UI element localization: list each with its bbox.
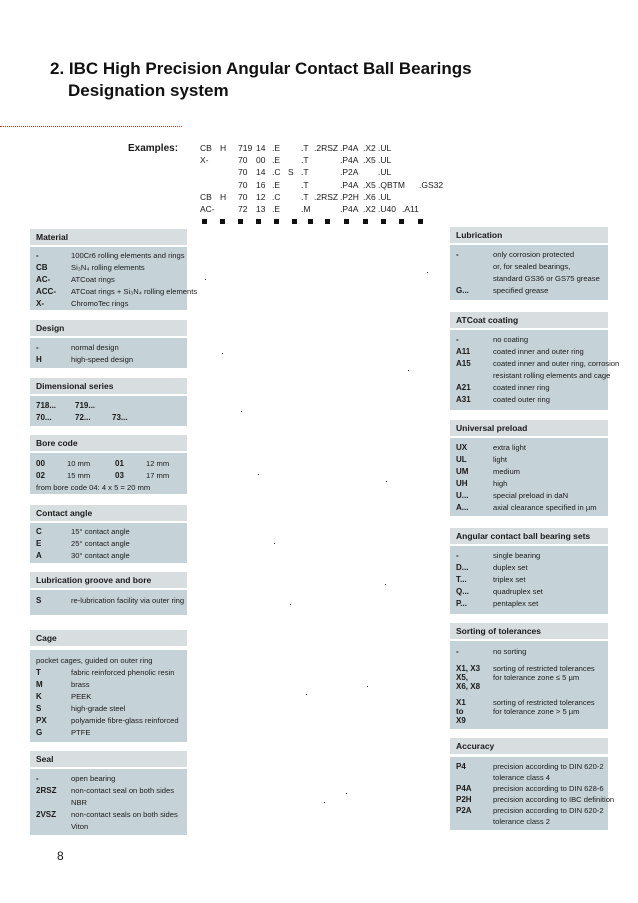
sorting-value: no sorting [493,647,527,656]
accuracy-value: precision according to IBC definition [493,795,615,804]
bore-key: 03 [115,471,124,480]
design-body [30,338,187,368]
example-cell: .C [272,191,281,202]
design-header: Design [30,320,187,336]
example-cell: .UL [378,191,392,202]
accuracy-key: P4 [456,762,466,771]
accuracy-header: Accuracy [450,738,608,754]
example-cell: .M [301,203,311,214]
bore-value: 17 mm [146,471,170,480]
contact-value: 15° contact angle [71,527,130,536]
atcoat-key: - [456,335,459,344]
lubrication-value: specified grease [493,286,549,295]
bore-key: 02 [36,471,45,480]
example-cell: .E [272,179,281,190]
bore-key: 01 [115,459,124,468]
groove-header: Lubrication groove and bore [30,572,187,588]
sorting-value: for tolerance zone ≤ 5 µm [493,673,580,682]
sorting-value: sorting of restricted tolerances [493,664,595,673]
material-key: ACC- [36,287,56,296]
preload-value: axial clearance specified in µm [493,503,597,512]
examples-markers [200,219,440,227]
atcoat-value: coated inner and outer ring, corrosion [493,359,620,368]
material-value: Si₃N₄ rolling elements [71,263,145,272]
preload-key: U... [456,491,469,500]
guide-dot [408,370,409,371]
example-cell: 14 [256,167,266,178]
example-marker-square [238,219,243,224]
groove-body [30,590,187,615]
guide-dot [205,279,206,280]
atcoat-value: resistant rolling elements and cage [493,371,611,380]
example-marker-square [363,219,368,224]
accuracy-value: tolerance class 4 [493,773,550,782]
preload-key: UX [456,443,468,452]
groove-value: re-lubrication facility via outer ring [71,596,185,605]
preload-key: A... [456,503,469,512]
lubrication-key: G... [456,286,469,295]
seal-value: non-contact seals on both sides [71,810,178,819]
guide-dot [324,802,325,803]
sets-value: pentaplex set [493,599,539,608]
contact-key: C [36,527,42,536]
series-key: 72... [75,413,91,422]
example-marker-square [381,219,386,224]
contact-body [30,523,187,563]
cage-value: high-grade steel [71,704,126,713]
cage-key: M [36,680,43,689]
bore-note: from bore code 04: 4 x 5 = 20 mm [36,483,151,492]
example-cell: .X6 [363,191,376,202]
groove-key: S [36,596,42,605]
preload-value: light [493,455,507,464]
cage-value: polyamide fibre-glass reinforced [71,716,179,725]
guide-dot [222,353,223,354]
material-value: ATCoat rings + Si₃N₄ rolling elements [71,287,198,296]
atcoat-value: coated inner ring [493,383,550,392]
design-value: high-speed design [71,355,134,364]
sorting-key: to [456,707,464,716]
sorting-key: X9 [456,716,466,725]
atcoat-value: no coating [493,335,529,344]
design-key: H [36,355,42,364]
preload-key: UL [456,455,467,464]
sets-value: quadruplex set [493,587,543,596]
example-cell: 719 [238,143,253,153]
example-marker-square [399,219,404,224]
cage-value: brass [71,680,90,689]
preload-value: high [493,479,508,488]
example-cell: 70 [238,155,248,166]
sorting-header: Sorting of tolerances [450,623,608,639]
atcoat-header: ATCoat coating [450,312,608,328]
atcoat-value: coated inner and outer ring [493,347,584,356]
sets-header: Angular contact ball bearing sets [450,528,608,544]
material-key: AC- [36,275,51,284]
example-cell: 70 [238,167,248,178]
seal-value: open bearing [71,774,116,783]
lubrication-value: or, for sealed bearings, [493,262,571,271]
lubrication-key: - [456,250,459,259]
cage-key: T [36,668,41,677]
bore-body [30,453,187,494]
cage-key: PX [36,716,47,725]
example-cell: 16 [256,179,266,190]
guide-dot [367,686,368,687]
atcoat-key: A21 [456,383,471,392]
example-cell: .T [301,143,309,153]
accuracy-key: P4A [456,784,472,793]
sets-value: triplex set [493,575,526,584]
guide-dot [290,604,291,605]
sets-key: Q... [456,587,469,596]
example-cell: 14 [256,143,266,153]
series-key: 70... [36,413,52,422]
contact-key: A [36,551,42,560]
guide-dot [385,584,386,585]
example-cell: 70 [238,191,248,202]
guide-dot [346,793,347,794]
example-marker-square [274,219,279,224]
sorting-body [450,641,608,729]
accuracy-value: precision according to DIN 620-2 [493,762,604,771]
series-key: 718... [36,401,57,410]
example-cell: .T [301,167,309,178]
lubrication-header: Lubrication [450,227,608,243]
example-cell: H [220,191,227,202]
cage-key: K [36,692,42,701]
seal-value: non-contact seal on both sides [71,786,175,795]
example-cell: .P4A [340,203,359,214]
atcoat-key: A11 [456,347,471,356]
guide-dot [386,481,387,482]
seal-body [30,769,187,835]
sets-value: single bearing [493,551,541,560]
example-cell: .P2H [340,191,359,202]
lubrication-value: standard GS36 or GS75 grease [493,274,600,283]
cage-header: Cage [30,630,187,646]
example-cell: CB [200,191,212,202]
lubrication-value: only corrosion protected [493,250,575,259]
example-marker-square [202,219,207,224]
page-title [50,58,472,102]
sorting-key: - [456,647,459,656]
preload-body [450,438,608,516]
example-cell: .P2A [340,167,359,178]
material-key: X- [36,299,44,308]
preload-header: Universal preload [450,420,608,436]
lubrication-body [450,245,608,300]
bore-key: 00 [36,459,45,468]
accuracy-value: precision according to DIN 620-2 [493,806,604,815]
sets-key: T... [456,575,467,584]
sets-value: duplex set [493,563,528,572]
seal-key: 2VSZ [36,810,57,819]
example-cell: .P4A [340,155,359,166]
atcoat-key: A31 [456,395,471,404]
title-line-1: 2. IBC High Precision Angular Contact Ball Bearings [50,59,472,78]
example-cell: .T [301,191,309,202]
examples-label: Examples: [128,143,179,154]
bore-value: 10 mm [67,459,91,468]
series-key: 73... [112,413,128,422]
example-cell: .2RSZ [314,191,339,202]
example-cell: AC- [200,203,215,214]
seal-key: - [36,774,39,783]
series-key: 719... [75,401,96,410]
example-marker-square [308,219,313,224]
sorting-value: for tolerance zone > 5 µm [493,707,580,716]
cage-intro: pocket cages, guided on outer ring [36,656,153,665]
cage-key: G [36,728,43,737]
cage-value: PEEK [71,692,92,701]
example-cell: .P4A [340,179,359,190]
cage-key: S [36,704,42,713]
contact-value: 30° contact angle [71,551,130,560]
example-cell: .X2 [363,203,376,214]
example-cell: .E [272,155,281,166]
example-marker-square [325,219,330,224]
example-cell: .UL [378,143,392,153]
material-key: - [36,251,39,260]
material-value: 100Cr6 rolling elements and rings [71,251,185,260]
example-cell: .E [272,143,281,153]
example-cell: 72 [238,203,248,214]
example-cell: .T [301,155,309,166]
example-cell: H [220,143,227,153]
dotted-divider [0,126,182,127]
page-number: 8 [57,849,64,863]
sorting-value: sorting of restricted tolerances [493,698,595,707]
example-cell: 12 [256,191,266,202]
atcoat-body [450,330,620,410]
design-key: - [36,343,39,352]
sets-key: D... [456,563,469,572]
contact-value: 25° contact angle [71,539,130,548]
example-cell: .X5 [363,155,376,166]
preload-value: special preload in daN [493,491,569,500]
example-marker-square [418,219,423,224]
example-cell: .E [272,203,281,214]
sorting-key: X1 [456,698,466,707]
example-marker-square [256,219,261,224]
preload-value: extra light [493,443,526,452]
sorting-key: X6, X8 [456,682,481,691]
example-cell: .GS32 [419,179,444,190]
design-value: normal design [71,343,119,352]
example-cell: 13 [256,203,266,214]
example-cell: S [288,167,294,178]
cage-value: PTFE [71,728,91,737]
seal-header: Seal [30,751,187,767]
contact-header: Contact angle [30,505,187,521]
seal-value: Viton [71,822,89,831]
sets-key: - [456,551,459,560]
preload-value: medium [493,467,521,476]
material-value: ATCoat rings [71,275,115,284]
dimensional-header: Dimensional series [30,378,187,394]
example-marker-square [344,219,349,224]
contact-key: E [36,539,42,548]
preload-key: UM [456,467,469,476]
example-cell: .UL [378,167,392,178]
example-cell: 70 [238,179,248,190]
guide-dot [427,272,428,273]
example-cell: 00 [256,155,266,166]
bore-header: Bore code [30,435,187,451]
bore-value: 12 mm [146,459,170,468]
example-cell: .QBTM [378,179,405,190]
example-cell: .P4A [340,143,359,153]
guide-dot [241,411,242,412]
material-header: Material [30,229,187,245]
seal-key: 2RSZ [36,786,57,795]
material-body [30,247,198,310]
example-marker-square [220,219,225,224]
accuracy-value: precision according to DIN 628-6 [493,784,604,793]
sets-key: P... [456,599,467,608]
cage-value: fabric reinforced phenolic resin [71,668,175,677]
example-cell: X- [200,155,209,166]
title-line-2: Designation system [68,81,229,100]
guide-dot [306,694,307,695]
material-key: CB [36,263,48,272]
example-cell: .2RSZ [314,143,339,153]
accuracy-key: P2A [456,806,472,815]
example-cell: .T [301,179,309,190]
example-marker-square [292,219,297,224]
example-cell: .X2 [363,143,376,153]
guide-dot [258,474,259,475]
accuracy-key: P2H [456,795,472,804]
sets-body [450,546,608,614]
atcoat-value: coated outer ring [493,395,550,404]
seal-value: NBR [71,798,88,807]
example-cell: .X5 [363,179,376,190]
example-cell: .U40 [378,203,396,214]
guide-dot [274,543,275,544]
example-cell: .UL [378,155,392,166]
atcoat-key: A15 [456,359,471,368]
cage-body [30,650,187,742]
accuracy-body [450,757,615,830]
bore-value: 15 mm [67,471,91,480]
preload-key: UH [456,479,468,488]
sorting-key: X1, X3 [456,664,481,673]
example-cell: CB [200,143,212,153]
dimensional-body [30,396,187,426]
example-cell: .A11 [402,203,419,214]
material-value: ChromoTec rings [71,299,129,308]
example-cell: .C [272,167,281,178]
sorting-key: X5, [456,673,469,682]
accuracy-value: tolerance class 2 [493,817,550,826]
